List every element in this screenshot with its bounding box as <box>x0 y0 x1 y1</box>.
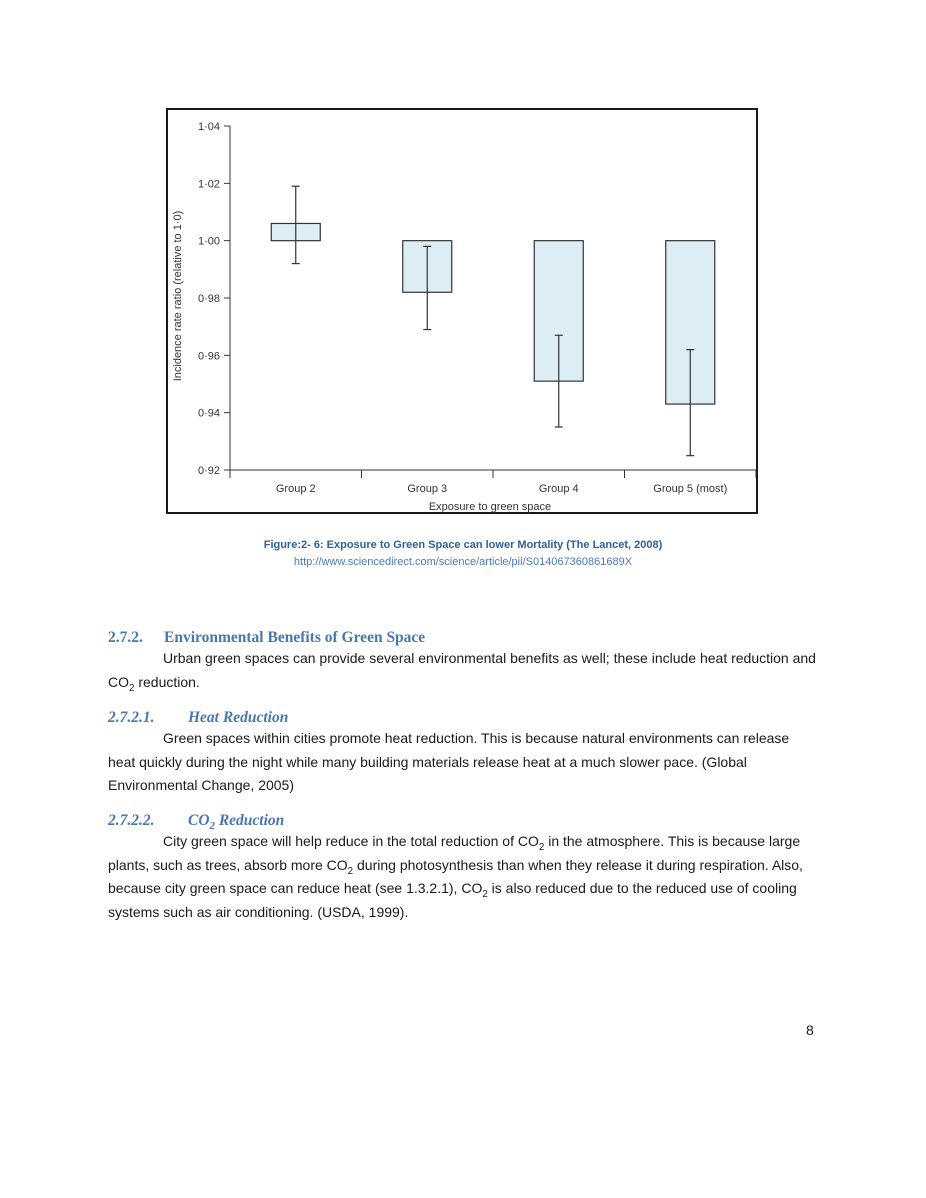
x-axis-title: Exposure to green space <box>428 501 552 513</box>
x-tick-label: Group 5 (most) <box>653 483 728 495</box>
paragraph-co2: City green space will help reduce in the total reduction of $CO_2$ in the atmosphere. This is because large plants, such as trees, absorb more $CO_2$ during photosynthesis than when they release it during respiration. Also, because city green space can reduce heat (see 1.3.2.1), $CO_2$ is also reduced due to the reduced use of cooling systems such as air conditioning. (USDA, 1999). <box>108 833 803 920</box>
section-heading-co2 <box>108 812 285 833</box>
y-tick-label: 0·94 <box>197 407 220 420</box>
section-number: 2.7.2.2. <box>108 812 155 829</box>
section-heading-environmental <box>108 629 425 647</box>
error-bars <box>292 186 695 455</box>
y-tick-label: 1·00 <box>197 235 220 248</box>
page-number: 8 <box>806 1022 814 1038</box>
paragraph-heat: Green spaces within cities promote heat reduction. This is because natural environments can release heat quickly during the night while many building materials release heat at a much slower pace. (Global Environmental Change, 2005) <box>108 730 790 793</box>
green-space-chart <box>168 110 758 514</box>
section-number: 2.7.2. <box>108 629 143 646</box>
x-tick-label: Group 4 <box>538 483 579 495</box>
y-axis-title: Incidence rate ratio (relative to 1·0) <box>172 210 184 382</box>
section-title: $CO_2$ Reduction <box>188 812 285 833</box>
y-tick-label: 0·98 <box>197 293 220 305</box>
chart-frame <box>166 108 758 514</box>
x-axis <box>230 470 756 495</box>
section-heading-heat <box>108 709 288 727</box>
y-tick-label: 0·96 <box>197 350 220 363</box>
bars <box>271 223 715 404</box>
section-title: Heat Reduction <box>188 709 289 726</box>
y-axis <box>198 121 230 477</box>
y-tick-label: 0·92 <box>197 465 220 477</box>
caption-link[interactable]: http://www.sciencedirect.com/science/article/pii/S014067360861689X <box>293 556 633 568</box>
y-tick-label: 1·04 <box>197 121 220 133</box>
section-title: Environmental Benefits of Green Space <box>164 629 426 646</box>
caption-title: Figure:2- 6: Exposure to Green Space can lower Mortality (The Lancet, 2008) <box>263 539 663 551</box>
paragraph-environmental: Urban green spaces can provide several environmental benefits as well; these include heat reduction and $CO_2$ reduction. <box>108 650 816 694</box>
x-tick-label: Group 2 <box>275 483 316 495</box>
x-tick-label: Group 3 <box>407 483 448 495</box>
y-tick-label: 1·02 <box>197 178 220 191</box>
section-number: 2.7.2.1. <box>108 709 155 726</box>
figure-caption <box>100 537 826 571</box>
